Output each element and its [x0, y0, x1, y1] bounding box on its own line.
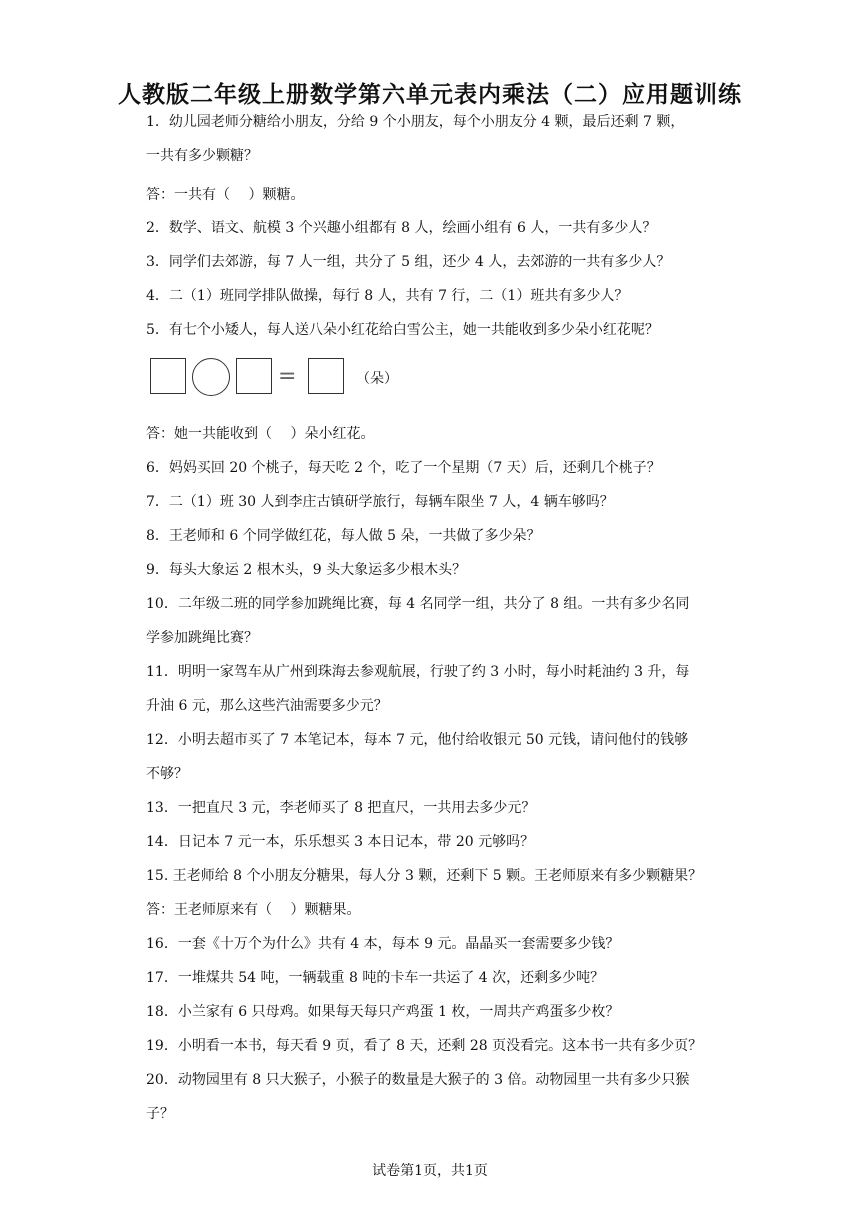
equation-shapes	[150, 358, 410, 398]
text-line: 19．小明看一本书，每天看 9 页，看了 8 天，还剩 28 页没看完。这本书一共有多少页？	[146, 1038, 703, 1054]
answer-line: 答：王老师原来有（ ）颗糖果。	[146, 902, 361, 918]
text-line: 升油 6 元，那么这些汽油需要多少元？	[146, 698, 388, 714]
answer-line: 答：一共有（ ）颗糖。	[146, 187, 305, 203]
blank-circle	[192, 358, 230, 396]
blank-box	[150, 358, 186, 394]
text-line: 12．小明去超市买了 7 本笔记本，每本 7 元，他付给收银元 50 元钱，请问他付的钱够	[146, 732, 689, 748]
text-line: 9．每头大象运 2 根木头，9 头大象运多少根木头？	[146, 562, 467, 578]
text-line: 16．一套《十万个为什么》共有 4 本，每本 9 元。晶晶买一套需要多少钱？	[146, 936, 620, 952]
text-line: 8．王老师和 6 个同学做红花，每人做 5 朵，一共做了多少朵？	[146, 528, 541, 544]
blank-box	[308, 358, 344, 394]
text-line: 11．明明一家驾车从广州到珠海去参观航展，行驶了约 3 小时，每小时耗油约 3 升，每	[146, 664, 690, 680]
text-line: 10．二年级二班的同学参加跳绳比赛，每 4 名同学一组，共分了 8 组。一共有多少名同	[146, 596, 690, 612]
text-line: 7．二（1）班 30 人到李庄古镇研学旅行，每辆车限坐 7 人，4 辆车够吗？	[146, 494, 614, 510]
equation-unit: （朵）	[356, 371, 398, 387]
text-line: 不够？	[146, 766, 188, 782]
text-line: 13．一把直尺 3 元，李老师买了 8 把直尺，一共用去多少元？	[146, 800, 536, 816]
text-line: 18．小兰家有 6 只母鸡。如果每天每只产鸡蛋 1 枚，一周共产鸡蛋多少枚？	[146, 1004, 620, 1020]
page-title: 人教版二年级上册数学第六单元表内乘法（二）应用题训练	[118, 82, 742, 108]
answer-line: 答：她一共能收到（ ）朵小红花。	[146, 426, 375, 442]
text-line: 学参加跳绳比赛？	[146, 630, 258, 646]
page-footer: 试卷第1页，共1页	[372, 1163, 488, 1179]
text-line: 子？	[146, 1106, 174, 1122]
text-line: 20．动物园里有 8 只大猴子，小猴子的数量是大猴子的 3 倍。动物园里一共有多少只猴	[146, 1072, 690, 1088]
equals-sign: =	[278, 364, 297, 389]
text-line: 3．同学们去郊游，每 7 人一组，共分了 5 组，还少 4 人，去郊游的一共有多少人？	[146, 254, 671, 270]
blank-box	[236, 358, 272, 394]
text-line: 15. 王老师给 8 个小朋友分糖果，每人分 3 颗，还剩下 5 颗。王老师原来有多少颗糖果？	[146, 868, 703, 884]
text-line: 一共有多少颗糖？	[146, 148, 258, 164]
text-line: 2．数学、语文、航模 3 个兴趣小组都有 8 人，绘画小组有 6 人，一共有多少人？	[146, 220, 657, 236]
text-line: 17．一堆煤共 54 吨，一辆载重 8 吨的卡车一共运了 4 次，还剩多少吨？	[146, 970, 605, 986]
text-line: 6．妈妈买回 20 个桃子，每天吃 2 个，吃了一个星期（7 天）后，还剩几个桃子？	[146, 460, 661, 476]
text-line: 1．幼儿园老师分糖给小朋友，分给 9 个小朋友，每个小朋友分 4 颗，最后还剩 7 颗，	[146, 114, 685, 130]
text-line: 5．有七个小矮人，每人送八朵小红花给白雪公主，她一共能收到多少朵小红花呢？	[146, 322, 659, 338]
text-line: 14．日记本 7 元一本，乐乐想买 3 本日记本，带 20 元够吗？	[146, 834, 535, 850]
text-line: 4．二（1）班同学排队做操，每行 8 人，共有 7 行，二（1）班共有多少人？	[146, 288, 629, 304]
